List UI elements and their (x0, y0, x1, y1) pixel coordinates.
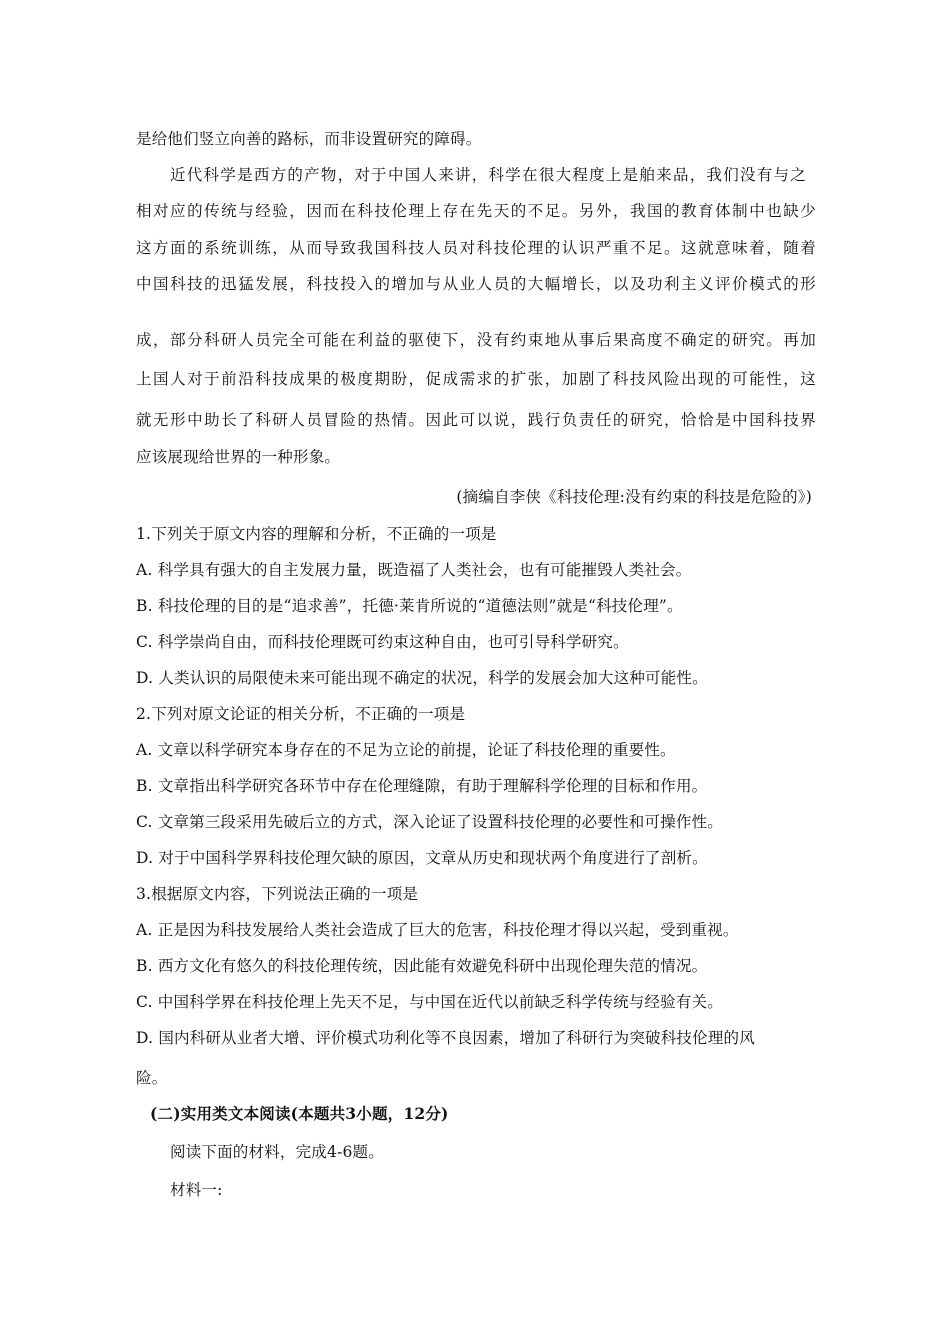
question-stem: 1.下列关于原文内容的理解和分析，不正确的一项是 (136, 525, 497, 543)
question-stem: 3.根据原文内容，下列说法正确的一项是 (136, 885, 419, 903)
question-option: D. 对于中国科学界科技伦理欠缺的原因，文章从历史和现状两个角度进行了剖析。 (136, 849, 708, 867)
question-option: C. 科学崇尚自由，而科技伦理既可约束这种自由，也可引导科学研究。 (136, 633, 629, 651)
question-option: A. 正是因为科技发展给人类社会造成了巨大的危害，科技伦理才得以兴起，受到重视。 (136, 921, 739, 939)
passage-line: 就无形中助长了科研人员冒险的热情。因此可以说，践行负责任的研究，恰恰是中国科技界 (136, 411, 816, 429)
passage-line: 上国人对于前沿科技成果的极度期盼，促成需求的扩张，加剧了科技风险出现的可能性，这 (136, 370, 816, 388)
section-instruction: 阅读下面的材料，完成4-6题。 (170, 1143, 384, 1161)
section-heading: (二)实用类文本阅读(本题共3小题，12分) (150, 1104, 449, 1123)
question-option: B. 西方文化有悠久的科技伦理传统，因此能有效避免科研中出现伦理失范的情况。 (136, 957, 708, 975)
passage-line: 是给他们竖立向善的路标，而非设置研究的障碍。 (136, 130, 482, 148)
question-option: C. 文章第三段采用先破后立的方式，深入论证了设置科技伦理的必要性和可操作性。 (136, 813, 723, 831)
question-option: D. 国内科研从业者大增、评价模式功利化等不良因素，增加了科研行为突破科技伦理的风 (136, 1029, 755, 1047)
question-option: B. 科技伦理的目的是“追求善”，托德·莱肯所说的“道德法则”就是“科技伦理”。 (136, 597, 683, 615)
passage-line: 应该展现给世界的一种形象。 (136, 448, 341, 466)
passage-line: 近代科学是西方的产物，对于中国人来讲，科学在很大程度上是舶来品，我们没有与之 (170, 166, 806, 184)
question-option: D. 人类认识的局限使未来可能出现不确定的状况，科学的发展会加大这种可能性。 (136, 669, 708, 687)
question-stem: 2.下列对原文论证的相关分析，不正确的一项是 (136, 705, 466, 723)
passage-line: 成，部分科研人员完全可能在利益的驱使下，没有约束地从事后果高度不确定的研究。再加 (136, 331, 816, 349)
material-label: 材料一: (170, 1181, 223, 1199)
question-option-continuation: 险。 (136, 1069, 168, 1087)
question-option: B. 文章指出科学研究各环节中存在伦理缝隙，有助于理解科学伦理的目标和作用。 (136, 777, 708, 795)
passage-line: 相对应的传统与经验，因而在科技伦理上存在先天的不足。另外，我国的教育体制中也缺少 (136, 202, 816, 220)
passage-source: (摘编自李侠《科技伦理:没有约束的科技是危险的》) (456, 488, 812, 506)
passage-line: 这方面的系统训练，从而导致我国科技人员对科技伦理的认识严重不足。这就意味着，随着 (136, 239, 816, 257)
passage-line: 中国科技的迅猛发展，科技投入的增加与从业人员的大幅增长，以及功利主义评价模式的形 (136, 275, 816, 293)
question-option: A. 文章以科学研究本身存在的不足为立论的前提，论证了科技伦理的重要性。 (136, 741, 676, 759)
question-option: A. 科学具有强大的自主发展力量，既造福了人类社会，也有可能摧毁人类社会。 (136, 561, 692, 579)
question-option: C. 中国科学界在科技伦理上先天不足，与中国在近代以前缺乏科学传统与经验有关。 (136, 993, 723, 1011)
